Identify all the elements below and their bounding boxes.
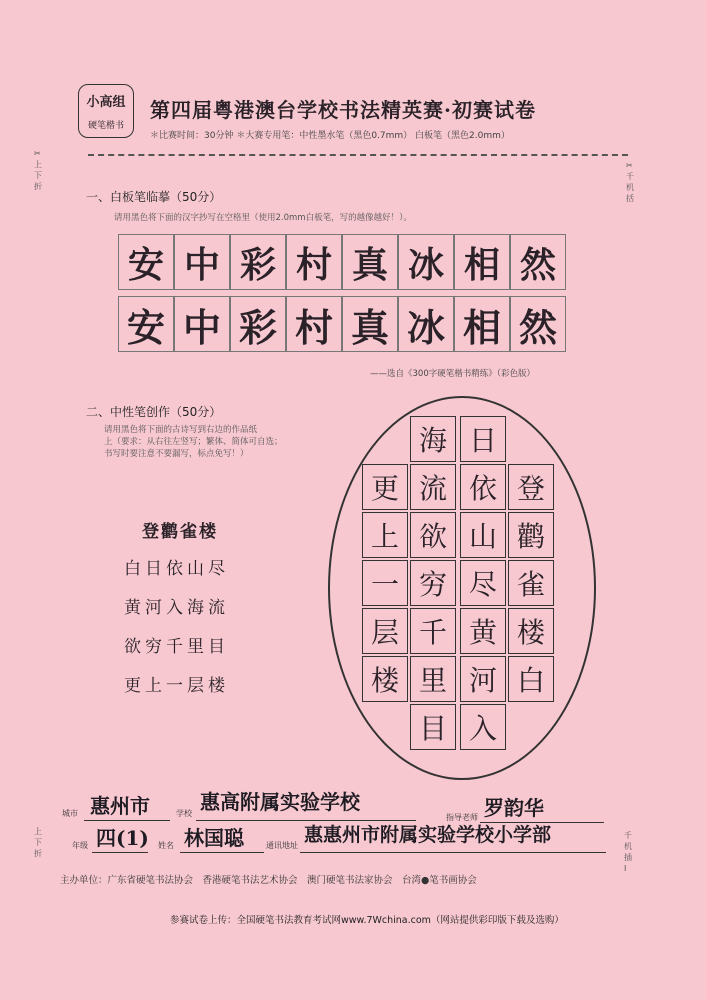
badge-style: 硬笔楷书 — [87, 121, 124, 131]
name-value[interactable]: 林国聪 — [184, 826, 244, 850]
work-cell: 穷 — [410, 560, 456, 606]
work-cell: 楼 — [362, 656, 408, 702]
model-char: 真 — [342, 234, 398, 290]
model-characters-row — [118, 234, 566, 290]
side-mark-right-bottom — [624, 830, 636, 874]
side-label-right-top: 千 机 括 — [626, 172, 634, 203]
student-char: 真 — [342, 296, 398, 352]
work-cell: 白 — [508, 656, 554, 702]
section1-heading: 一、白板笔临摹（50分） — [86, 190, 222, 204]
student-char: 村 — [286, 296, 342, 352]
address-value[interactable]: 惠惠州市附属实验学校小学部 — [304, 824, 552, 846]
section1-instruction: 请用黑色将下面的汉字抄写在空格里（使用2.0mm白板笔，写的越像越好！）。 — [114, 213, 412, 223]
scissor-icon: ✂ — [34, 149, 41, 158]
poem-line: 黄河入海流 — [124, 598, 229, 618]
page-title: 第四届粤港澳台学校书法精英赛·初赛试卷 — [150, 98, 536, 122]
school-label: 学校 — [176, 809, 192, 818]
work-cell: 目 — [410, 704, 456, 750]
name-underline — [180, 852, 264, 853]
work-cell: 更 — [362, 464, 408, 510]
work-cell: 一 — [362, 560, 408, 606]
section2-instruction-3: 书写时要注意不要漏写，标点免写！） — [104, 449, 249, 459]
work-cell: 流 — [410, 464, 456, 510]
work-cell: 尽 — [460, 560, 506, 606]
scissor-icon: ✂ — [626, 161, 633, 170]
city-underline — [84, 820, 170, 821]
work-cell: 日 — [460, 416, 506, 462]
student-char: 安 — [118, 296, 174, 352]
work-cell: 欲 — [410, 512, 456, 558]
poem-title: 登鹳雀楼 — [142, 522, 218, 542]
model-char: 中 — [174, 234, 230, 290]
side-label-left-top: 上 下 折 — [34, 160, 42, 191]
work-cell: 依 — [460, 464, 506, 510]
work-cell: 黄 — [460, 608, 506, 654]
header-divider — [88, 154, 628, 156]
city-label: 城市 — [62, 809, 78, 818]
model-char: 安 — [118, 234, 174, 290]
section2-heading: 二、中性笔创作（50分） — [86, 405, 222, 419]
side-mark-left-top — [34, 148, 46, 192]
address-underline — [300, 852, 606, 853]
model-char: 村 — [286, 234, 342, 290]
source-citation: ——选自《300字硬笔楷书精练》（彩色版） — [370, 369, 535, 379]
city-value[interactable]: 惠州市 — [90, 794, 150, 818]
student-char: 冰 — [398, 296, 454, 352]
work-cell: 层 — [362, 608, 408, 654]
side-mark-left-bottom — [34, 826, 46, 859]
poem-line: 白日依山尽 — [124, 559, 229, 579]
work-cell: 楼 — [508, 608, 554, 654]
work-cell: 上 — [362, 512, 408, 558]
grade-underline — [92, 852, 148, 853]
section2-instruction-2: 上（要求：从右往左竖写；繁体、简体可自选； — [104, 437, 283, 447]
badge-group: 小高组 — [86, 95, 126, 110]
address-label: 通讯地址 — [266, 841, 298, 850]
work-cell: 千 — [410, 608, 456, 654]
organizers: 主办单位：广东省硬笔书法协会 香港硬笔书法艺术协会 澳门硬笔书法家协会 台湾●笔书画协会 — [60, 875, 477, 886]
grade-value[interactable]: 四(1) — [96, 826, 149, 850]
side-label-left-bottom: 上 下 折 — [34, 827, 42, 858]
work-cell: 入 — [460, 704, 506, 750]
work-cell: 雀 — [508, 560, 554, 606]
teacher-label: 指导老师 — [446, 813, 478, 822]
group-badge — [78, 84, 134, 138]
model-char: 然 — [510, 234, 566, 290]
teacher-value[interactable]: 罗韵华 — [484, 796, 544, 820]
poem-line: 更上一层楼 — [124, 676, 229, 696]
side-mark-right-top — [626, 160, 638, 204]
school-value[interactable]: 惠高附属实验学校 — [200, 790, 360, 814]
student-char: 彩 — [230, 296, 286, 352]
page-subtitle: ＊比赛时间：30分钟 ＊大赛专用笔：中性墨水笔（黑色0.7mm） 白板笔（黑色2.0mm） — [150, 131, 510, 141]
model-char: 相 — [454, 234, 510, 290]
model-char: 彩 — [230, 234, 286, 290]
section2-instruction-1: 请用黑色将下面的古诗写到右边的作品纸 — [104, 425, 258, 435]
student-characters-row — [118, 296, 566, 352]
work-cell: 河 — [460, 656, 506, 702]
model-char: 冰 — [398, 234, 454, 290]
grade-label: 年级 — [72, 841, 88, 850]
name-label: 姓名 — [158, 841, 174, 850]
student-char: 中 — [174, 296, 230, 352]
work-cell: 海 — [410, 416, 456, 462]
work-cell: 山 — [460, 512, 506, 558]
work-cell: 鹳 — [508, 512, 554, 558]
poem-line: 欲穷千里目 — [124, 637, 229, 657]
student-char: 然 — [510, 296, 566, 352]
side-label-right-bottom: 千 机 插 I — [624, 831, 632, 873]
student-char: 相 — [454, 296, 510, 352]
work-cell: 登 — [508, 464, 554, 510]
work-cell: 里 — [410, 656, 456, 702]
upload-info: 参赛试卷上传：全国硬笔书法教育考试网www.7Wchina.com（网站提供彩印版下载及选购） — [170, 915, 564, 926]
